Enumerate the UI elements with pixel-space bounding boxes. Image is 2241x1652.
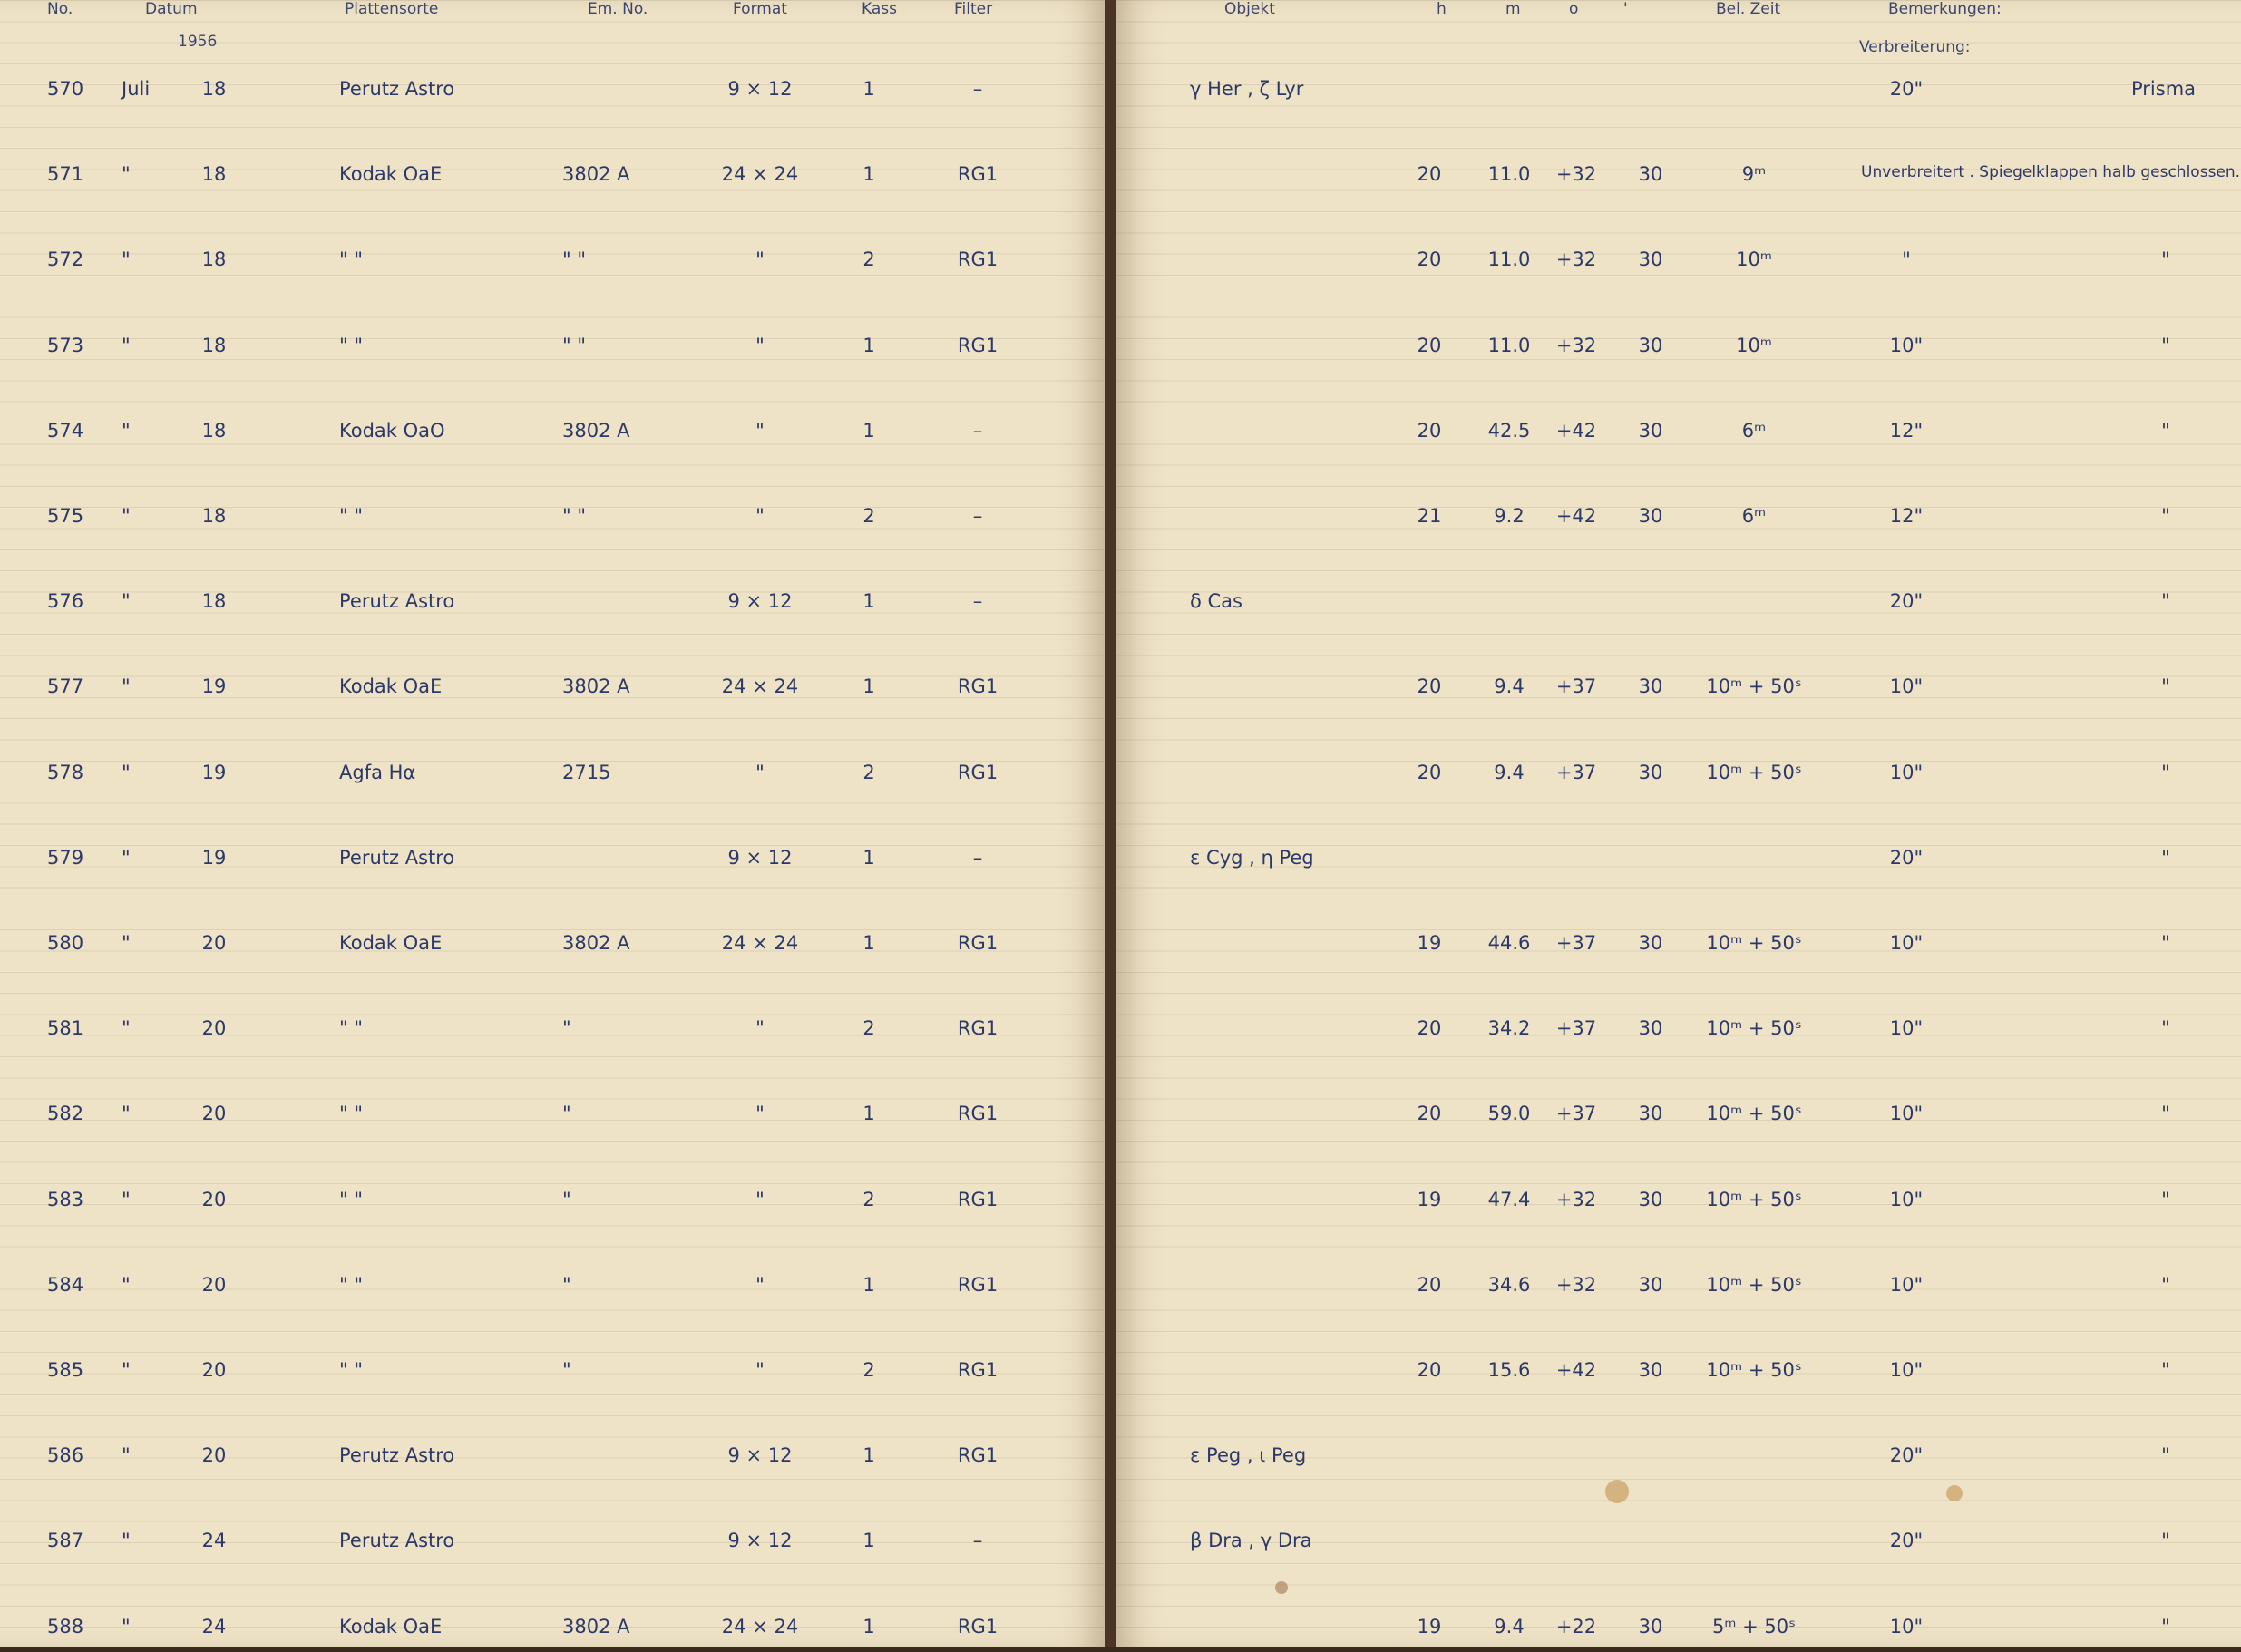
cell-filter: RG1 bbox=[957, 1444, 999, 1467]
cell-format: 9 × 12 bbox=[727, 590, 793, 613]
cell-m: 11.0 bbox=[1487, 248, 1531, 271]
cell-format: 24 × 24 bbox=[721, 675, 799, 698]
cell-day: 19 bbox=[201, 761, 227, 783]
cell-no: 579 bbox=[47, 846, 84, 869]
cell-em: 3802 A bbox=[562, 1615, 630, 1637]
cell-kass: 2 bbox=[862, 1188, 875, 1210]
cell-em: " bbox=[562, 1359, 571, 1381]
cell-bel: 10ᵐ bbox=[1736, 334, 1772, 356]
table-row bbox=[0, 1444, 2241, 1481]
cell-objekt: ε Cyg , η Peg bbox=[1190, 846, 1314, 869]
cell-verb: 10" bbox=[1889, 1359, 1924, 1381]
cell-month: " bbox=[122, 248, 131, 271]
cell-filter: RG1 bbox=[957, 1273, 999, 1296]
cell-filter: – bbox=[972, 419, 983, 442]
cell-no: 584 bbox=[47, 1273, 84, 1296]
cell-deg: +37 bbox=[1555, 675, 1597, 698]
cell-month: " bbox=[122, 846, 131, 869]
cell-no: 576 bbox=[47, 590, 84, 613]
cell-filter: RG1 bbox=[957, 163, 999, 186]
cell-month: " bbox=[122, 505, 131, 527]
header-em-no: Em. No. bbox=[588, 0, 648, 18]
cell-day: 18 bbox=[201, 505, 227, 527]
cell-verb: 10" bbox=[1889, 1273, 1924, 1296]
cell-filter: RG1 bbox=[957, 1188, 999, 1210]
cell-m: 59.0 bbox=[1487, 1103, 1531, 1125]
cell-kass: 1 bbox=[862, 1615, 875, 1637]
cell-verb: 10" bbox=[1889, 1188, 1924, 1210]
cell-bel: 10ᵐ + 50ˢ bbox=[1706, 675, 1802, 698]
cell-verb: 20" bbox=[1889, 1444, 1924, 1467]
table-row bbox=[0, 505, 2241, 541]
cell-deg: +32 bbox=[1555, 163, 1597, 186]
cell-deg: +42 bbox=[1555, 419, 1597, 442]
cell-month: " bbox=[122, 675, 131, 698]
header-h: h bbox=[1437, 0, 1447, 18]
cell-h: 20 bbox=[1417, 1273, 1442, 1296]
cell-em: " bbox=[562, 1103, 571, 1125]
cell-bel: 10ᵐ + 50ˢ bbox=[1706, 1188, 1802, 1210]
cell-format: " bbox=[755, 419, 765, 442]
cell-h: 21 bbox=[1417, 505, 1442, 527]
cell-verb: 10" bbox=[1889, 761, 1924, 783]
cell-sorte: " " bbox=[339, 1273, 363, 1296]
table-row bbox=[0, 847, 2241, 883]
cell-day: 20 bbox=[201, 1188, 227, 1210]
cell-kass: 1 bbox=[862, 419, 875, 442]
cell-h: 19 bbox=[1417, 1188, 1442, 1210]
cell-sorte: Kodak OaE bbox=[339, 675, 443, 698]
cell-format: " bbox=[755, 334, 765, 356]
cell-bem: Unverbreitert . Spiegelklappen halb geschlossen. bbox=[1861, 163, 2241, 182]
cell-m: 34.6 bbox=[1487, 1273, 1531, 1296]
cell-no: 586 bbox=[47, 1444, 84, 1467]
cell-no: 573 bbox=[47, 334, 84, 356]
cell-filter: – bbox=[972, 846, 983, 869]
cell-no: 575 bbox=[47, 505, 84, 527]
cell-min: 30 bbox=[1638, 761, 1663, 783]
cell-format: " bbox=[755, 1359, 765, 1381]
cell-filter: RG1 bbox=[957, 1017, 999, 1040]
cell-bel: 9ᵐ bbox=[1741, 163, 1767, 186]
header-kass: Kass bbox=[862, 0, 897, 18]
cell-em: 2715 bbox=[562, 761, 611, 783]
cell-filter: RG1 bbox=[957, 248, 999, 271]
cell-min: 30 bbox=[1638, 505, 1663, 527]
cell-day: 18 bbox=[201, 334, 227, 356]
cell-sorte: Kodak OaE bbox=[339, 932, 443, 954]
cell-kass: 2 bbox=[862, 761, 875, 783]
cell-verb: 12" bbox=[1889, 419, 1924, 442]
cell-bem: " bbox=[2161, 846, 2170, 869]
cell-format: 9 × 12 bbox=[727, 1444, 793, 1467]
cell-day: 20 bbox=[201, 1103, 227, 1125]
cell-bel: 6ᵐ bbox=[1741, 419, 1767, 442]
table-row bbox=[0, 1530, 2241, 1566]
cell-verb: 10" bbox=[1889, 675, 1924, 698]
cell-bem: " bbox=[2161, 248, 2170, 271]
cell-em: " bbox=[562, 1017, 571, 1040]
cell-bem: " bbox=[2161, 1188, 2170, 1210]
cell-sorte: " " bbox=[339, 334, 363, 356]
cell-no: 585 bbox=[47, 1359, 84, 1381]
cell-deg: +37 bbox=[1555, 761, 1597, 783]
cell-bem: " bbox=[2161, 505, 2170, 527]
cell-sorte: Agfa Hα bbox=[339, 761, 416, 783]
cell-month: " bbox=[122, 1444, 131, 1467]
cell-bem: " bbox=[2161, 1615, 2170, 1637]
cell-deg: +37 bbox=[1555, 1103, 1597, 1125]
cell-format: " bbox=[755, 1188, 765, 1210]
cell-h: 19 bbox=[1417, 1615, 1442, 1637]
cell-m: 42.5 bbox=[1487, 419, 1531, 442]
cell-no: 588 bbox=[47, 1615, 84, 1637]
cell-month: " bbox=[122, 419, 131, 442]
cell-verb: 20" bbox=[1889, 78, 1924, 100]
cell-filter: RG1 bbox=[957, 761, 999, 783]
cell-h: 20 bbox=[1417, 419, 1442, 442]
table-row bbox=[0, 1189, 2241, 1225]
cell-day: 19 bbox=[201, 675, 227, 698]
cell-format: 9 × 12 bbox=[727, 1530, 793, 1552]
cell-no: 583 bbox=[47, 1188, 84, 1210]
cell-em: " " bbox=[562, 248, 586, 271]
header-min: ' bbox=[1623, 0, 1628, 18]
cell-kass: 1 bbox=[862, 675, 875, 698]
cell-month: " bbox=[122, 1017, 131, 1040]
cell-bem: " bbox=[2161, 419, 2170, 442]
cell-sorte: " " bbox=[339, 505, 363, 527]
cell-day: 20 bbox=[201, 1444, 227, 1467]
cell-no: 582 bbox=[47, 1103, 84, 1125]
table-row bbox=[0, 932, 2241, 968]
cell-sorte: Perutz Astro bbox=[339, 590, 455, 613]
cell-format: 9 × 12 bbox=[727, 78, 793, 100]
table-row bbox=[0, 1103, 2241, 1139]
cell-objekt: β Dra , γ Dra bbox=[1190, 1530, 1312, 1552]
cell-deg: +42 bbox=[1555, 1359, 1597, 1381]
cell-verb: 10" bbox=[1889, 334, 1924, 356]
cell-deg: +32 bbox=[1555, 248, 1597, 271]
cell-format: 24 × 24 bbox=[721, 1615, 799, 1637]
cell-min: 30 bbox=[1638, 248, 1663, 271]
cell-deg: +22 bbox=[1555, 1615, 1597, 1637]
cell-kass: 1 bbox=[862, 590, 875, 613]
cell-em: 3802 A bbox=[562, 932, 630, 954]
cell-format: 24 × 24 bbox=[721, 163, 799, 186]
cell-format: " bbox=[755, 1017, 765, 1040]
cell-min: 30 bbox=[1638, 1273, 1663, 1296]
cell-sorte: Kodak OaE bbox=[339, 1615, 443, 1637]
cell-deg: +37 bbox=[1555, 932, 1597, 954]
cell-h: 20 bbox=[1417, 675, 1442, 698]
cell-no: 581 bbox=[47, 1017, 84, 1040]
cell-format: " bbox=[755, 761, 765, 783]
cell-min: 30 bbox=[1638, 1017, 1663, 1040]
cell-deg: +32 bbox=[1555, 1273, 1597, 1296]
paper-stain bbox=[1946, 1485, 1963, 1501]
cell-filter: RG1 bbox=[957, 1103, 999, 1125]
cell-sorte: Perutz Astro bbox=[339, 1444, 455, 1467]
cell-deg: +37 bbox=[1555, 1017, 1597, 1040]
cell-filter: – bbox=[972, 1530, 983, 1552]
cell-month: " bbox=[122, 1103, 131, 1125]
cell-kass: 1 bbox=[862, 163, 875, 186]
cell-sorte: " " bbox=[339, 1017, 363, 1040]
header-deg: o bbox=[1569, 0, 1579, 18]
cell-em: 3802 A bbox=[562, 675, 630, 698]
cell-bem: " bbox=[2161, 1444, 2170, 1467]
header-bemerkungen: Bemerkungen: bbox=[1888, 0, 2002, 18]
cell-day: 20 bbox=[201, 932, 227, 954]
cell-bel: 10ᵐ + 50ˢ bbox=[1706, 1273, 1802, 1296]
right-page bbox=[1116, 0, 2241, 1647]
cell-bem: " bbox=[2161, 590, 2170, 613]
cell-sorte: Perutz Astro bbox=[339, 846, 455, 869]
cell-bel: 10ᵐ bbox=[1736, 248, 1772, 271]
cell-bem: " bbox=[2161, 1273, 2170, 1296]
cell-verb: 20" bbox=[1889, 846, 1924, 869]
table-row bbox=[0, 762, 2241, 798]
cell-m: 9.4 bbox=[1494, 761, 1525, 783]
cell-kass: 1 bbox=[862, 78, 875, 100]
table-row bbox=[0, 590, 2241, 627]
cell-month: " bbox=[122, 590, 131, 613]
cell-h: 20 bbox=[1417, 334, 1442, 356]
header-format: Format bbox=[733, 0, 787, 18]
cell-no: 578 bbox=[47, 761, 84, 783]
cell-em: 3802 A bbox=[562, 419, 630, 442]
header-filter: Filter bbox=[954, 0, 993, 18]
cell-day: 18 bbox=[201, 163, 227, 186]
cell-sorte: Kodak OaE bbox=[339, 163, 443, 186]
table-row bbox=[0, 1359, 2241, 1395]
cell-m: 11.0 bbox=[1487, 163, 1531, 186]
cell-format: " bbox=[755, 1273, 765, 1296]
cell-h: 20 bbox=[1417, 163, 1442, 186]
cell-h: 20 bbox=[1417, 761, 1442, 783]
cell-no: 572 bbox=[47, 248, 84, 271]
header-m: m bbox=[1505, 0, 1521, 18]
table-row bbox=[0, 163, 2241, 199]
header-verbreiterung: Verbreiterung: bbox=[1859, 38, 1971, 56]
cell-filter: RG1 bbox=[957, 1359, 999, 1381]
cell-no: 587 bbox=[47, 1530, 84, 1552]
table-row bbox=[0, 420, 2241, 456]
cell-format: " bbox=[755, 1103, 765, 1125]
cell-verb: 10" bbox=[1889, 932, 1924, 954]
cell-min: 30 bbox=[1638, 1615, 1663, 1637]
cell-month: " bbox=[122, 1273, 131, 1296]
cell-min: 30 bbox=[1638, 675, 1663, 698]
cell-format: " bbox=[755, 248, 765, 271]
cell-m: 15.6 bbox=[1487, 1359, 1531, 1381]
cell-verb: 20" bbox=[1889, 590, 1924, 613]
cell-day: 18 bbox=[201, 590, 227, 613]
cell-bem: " bbox=[2161, 334, 2170, 356]
cell-bel: 10ᵐ + 50ˢ bbox=[1706, 1359, 1802, 1381]
cell-filter: – bbox=[972, 590, 983, 613]
cell-filter: – bbox=[972, 78, 983, 100]
cell-m: 44.6 bbox=[1487, 932, 1531, 954]
paper-stain bbox=[1275, 1581, 1288, 1594]
cell-objekt: ε Peg , ι Peg bbox=[1190, 1444, 1307, 1467]
cell-sorte: Kodak OaO bbox=[339, 419, 445, 442]
cell-h: 20 bbox=[1417, 1103, 1442, 1125]
header-plattensorte: Plattensorte bbox=[345, 0, 439, 18]
cell-kass: 1 bbox=[862, 1444, 875, 1467]
cell-h: 20 bbox=[1417, 1359, 1442, 1381]
cell-bel: 10ᵐ + 50ˢ bbox=[1706, 761, 1802, 783]
cell-kass: 2 bbox=[862, 248, 875, 271]
cell-format: 24 × 24 bbox=[721, 932, 799, 954]
cell-objekt: δ Cas bbox=[1190, 590, 1242, 613]
cell-day: 20 bbox=[201, 1273, 227, 1296]
cell-month: " bbox=[122, 1530, 131, 1552]
cell-h: 19 bbox=[1417, 932, 1442, 954]
table-row bbox=[0, 78, 2241, 114]
header-year: 1956 bbox=[178, 33, 218, 51]
cell-no: 577 bbox=[47, 675, 84, 698]
cell-em: " bbox=[562, 1273, 571, 1296]
cell-min: 30 bbox=[1638, 1359, 1663, 1381]
cell-min: 30 bbox=[1638, 1103, 1663, 1125]
cell-bel: 10ᵐ + 50ˢ bbox=[1706, 932, 1802, 954]
cell-kass: 2 bbox=[862, 1017, 875, 1040]
cell-h: 20 bbox=[1417, 1017, 1442, 1040]
cell-bem: " bbox=[2161, 675, 2170, 698]
cell-m: 47.4 bbox=[1487, 1188, 1531, 1210]
table-row bbox=[0, 1017, 2241, 1054]
cell-kass: 1 bbox=[862, 1103, 875, 1125]
cell-bem: " bbox=[2161, 1103, 2170, 1125]
cell-day: 18 bbox=[201, 248, 227, 271]
cell-verb: 20" bbox=[1889, 1530, 1924, 1552]
cell-em: " bbox=[562, 1188, 571, 1210]
cell-day: 20 bbox=[201, 1017, 227, 1040]
cell-month: " bbox=[122, 334, 131, 356]
cell-filter: RG1 bbox=[957, 675, 999, 698]
left-page bbox=[0, 0, 1105, 1647]
cell-m: 9.2 bbox=[1494, 505, 1525, 527]
cell-no: 570 bbox=[47, 78, 84, 100]
cell-bem: " bbox=[2161, 1530, 2170, 1552]
cell-kass: 1 bbox=[862, 1273, 875, 1296]
header-datum: Datum bbox=[145, 0, 198, 18]
cell-deg: +42 bbox=[1555, 505, 1597, 527]
cell-verb: " bbox=[1902, 248, 1911, 271]
cell-sorte: " " bbox=[339, 1103, 363, 1125]
cell-m: 34.2 bbox=[1487, 1017, 1531, 1040]
table-row bbox=[0, 1274, 2241, 1310]
header-bel-zeit: Bel. Zeit bbox=[1716, 0, 1781, 18]
cell-verb: 10" bbox=[1889, 1615, 1924, 1637]
header-objekt: Objekt bbox=[1224, 0, 1275, 18]
cell-sorte: " " bbox=[339, 1359, 363, 1381]
cell-day: 24 bbox=[201, 1615, 227, 1637]
cell-min: 30 bbox=[1638, 334, 1663, 356]
cell-format: " bbox=[755, 505, 765, 527]
cell-bem: " bbox=[2161, 1359, 2170, 1381]
cell-no: 574 bbox=[47, 419, 84, 442]
cell-objekt: γ Her , ζ Lyr bbox=[1190, 78, 1304, 100]
cell-verb: 10" bbox=[1889, 1103, 1924, 1125]
cell-filter: RG1 bbox=[957, 932, 999, 954]
cell-deg: +32 bbox=[1555, 1188, 1597, 1210]
cell-day: 18 bbox=[201, 78, 227, 100]
cell-em: " " bbox=[562, 505, 586, 527]
cell-deg: +32 bbox=[1555, 334, 1597, 356]
cell-bel: 10ᵐ + 50ˢ bbox=[1706, 1017, 1802, 1040]
cell-kass: 1 bbox=[862, 846, 875, 869]
cell-kass: 1 bbox=[862, 932, 875, 954]
cell-verb: 10" bbox=[1889, 1017, 1924, 1040]
table-row bbox=[0, 675, 2241, 712]
cell-bem: " bbox=[2161, 1017, 2170, 1040]
paper-stain bbox=[1605, 1480, 1629, 1503]
header-no: No. bbox=[47, 0, 73, 18]
cell-h: 20 bbox=[1417, 248, 1442, 271]
cell-kass: 2 bbox=[862, 1359, 875, 1381]
cell-day: 18 bbox=[201, 419, 227, 442]
cell-kass: 1 bbox=[862, 1530, 875, 1552]
cell-min: 30 bbox=[1638, 932, 1663, 954]
cell-filter: RG1 bbox=[957, 1615, 999, 1637]
cell-day: 24 bbox=[201, 1530, 227, 1552]
cell-em: 3802 A bbox=[562, 163, 630, 186]
cell-filter: RG1 bbox=[957, 334, 999, 356]
cell-min: 30 bbox=[1638, 419, 1663, 442]
cell-bem: Prisma bbox=[2131, 78, 2197, 100]
cell-sorte: Perutz Astro bbox=[339, 78, 455, 100]
cell-em: " " bbox=[562, 334, 586, 356]
cell-month: " bbox=[122, 163, 131, 186]
cell-bel: 6ᵐ bbox=[1741, 505, 1767, 527]
cell-verb: 12" bbox=[1889, 505, 1924, 527]
cell-month: " bbox=[122, 1188, 131, 1210]
book-spine bbox=[1105, 0, 1116, 1647]
cell-filter: – bbox=[972, 505, 983, 527]
table-row bbox=[0, 335, 2241, 371]
cell-bem: " bbox=[2161, 761, 2170, 783]
cell-m: 11.0 bbox=[1487, 334, 1531, 356]
cell-format: 9 × 12 bbox=[727, 846, 793, 869]
cell-sorte: " " bbox=[339, 1188, 363, 1210]
cell-kass: 2 bbox=[862, 505, 875, 527]
cell-month: " bbox=[122, 1615, 131, 1637]
cell-month: Juli bbox=[122, 78, 151, 100]
cell-min: 30 bbox=[1638, 1188, 1663, 1210]
cell-m: 9.4 bbox=[1494, 675, 1525, 698]
cell-bel: 10ᵐ + 50ˢ bbox=[1706, 1103, 1802, 1125]
cell-sorte: Perutz Astro bbox=[339, 1530, 455, 1552]
cell-m: 9.4 bbox=[1494, 1615, 1525, 1637]
cell-bel: 5ᵐ + 50ˢ bbox=[1712, 1615, 1796, 1637]
cell-no: 580 bbox=[47, 932, 84, 954]
cell-kass: 1 bbox=[862, 334, 875, 356]
cell-day: 19 bbox=[201, 846, 227, 869]
cell-month: " bbox=[122, 761, 131, 783]
cell-month: " bbox=[122, 1359, 131, 1381]
cell-no: 571 bbox=[47, 163, 84, 186]
cell-day: 20 bbox=[201, 1359, 227, 1381]
table-row bbox=[0, 248, 2241, 285]
cell-sorte: " " bbox=[339, 248, 363, 271]
cell-min: 30 bbox=[1638, 163, 1663, 186]
cell-month: " bbox=[122, 932, 131, 954]
cell-bem: " bbox=[2161, 932, 2170, 954]
